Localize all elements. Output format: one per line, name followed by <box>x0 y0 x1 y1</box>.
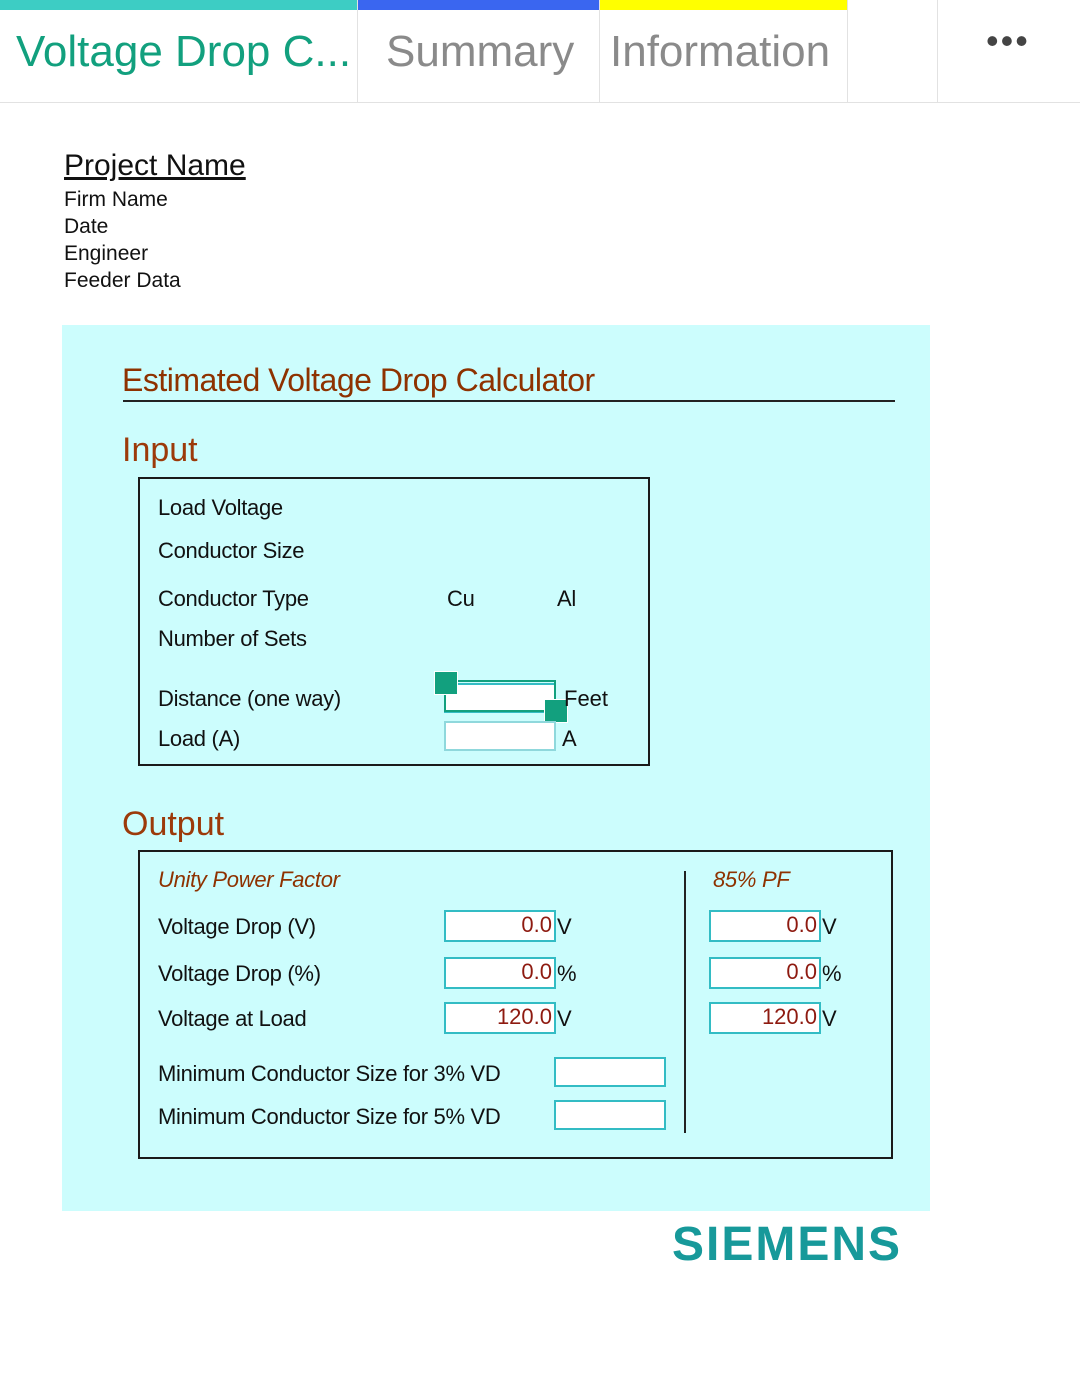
min-size-3-field <box>554 1057 666 1087</box>
tab-voltage-drop[interactable] <box>0 0 358 102</box>
pf85-v-load-unit: V <box>822 1006 837 1031</box>
voltage-drop-v-label: Voltage Drop (V) <box>158 914 316 939</box>
unity-voltage-drop-pct-field: 0.0 <box>444 957 556 989</box>
min-size-3-label: Minimum Conductor Size for 3% VD <box>158 1061 501 1086</box>
tab-accent <box>358 0 599 10</box>
unity-vd-v-unit: V <box>557 914 572 939</box>
load-voltage-label: Load Voltage <box>158 495 283 520</box>
unity-voltage-drop-v-field: 0.0 <box>444 910 556 942</box>
voltage-drop-pct-label: Voltage Drop (%) <box>158 961 321 986</box>
project-name: Project Name <box>64 149 246 182</box>
tab-label: Summary <box>386 27 575 76</box>
pf85-vd-pct-unit: % <box>822 961 842 986</box>
pf85-voltage-at-load-field: 120.0 <box>709 1002 821 1034</box>
distance-label: Distance (one way) <box>158 686 341 711</box>
cell-selection-box <box>444 680 556 712</box>
pf85-voltage-drop-pct-field: 0.0 <box>709 957 821 989</box>
input-heading: Input <box>122 431 198 469</box>
unity-voltage-at-load-field: 120.0 <box>444 1002 556 1034</box>
tab-accent <box>0 0 357 10</box>
unity-vd-pct-unit: % <box>557 961 577 986</box>
siemens-logo: SIEMENS <box>672 1218 903 1271</box>
tab-information[interactable] <box>600 0 848 102</box>
tab-accent <box>600 0 847 10</box>
pf85-voltage-drop-v-field: 0.0 <box>709 910 821 942</box>
min-size-5-label: Minimum Conductor Size for 5% VD <box>158 1104 501 1129</box>
conductor-type-label: Conductor Type <box>158 586 309 611</box>
load-unit: A <box>562 726 577 751</box>
min-size-5-field <box>554 1100 666 1130</box>
engineer-label: Engineer <box>64 242 149 265</box>
pf85-heading: 85% PF <box>713 867 790 892</box>
date-label: Date <box>64 215 109 238</box>
load-label: Load (A) <box>158 726 240 751</box>
tab-label: Information <box>610 27 831 76</box>
conductor-type-cu-option[interactable]: Cu <box>447 586 475 611</box>
column-divider <box>684 871 686 1133</box>
more-icon: ••• <box>986 20 1030 61</box>
load-input[interactable] <box>444 721 556 751</box>
unity-v-load-unit: V <box>557 1006 572 1031</box>
unity-pf-heading: Unity Power Factor <box>158 867 340 892</box>
conductor-size-label: Conductor Size <box>158 538 305 563</box>
conductor-type-al-option[interactable]: Al <box>557 586 576 611</box>
distance-unit: Feet <box>564 686 609 711</box>
selection-handle-start[interactable] <box>434 671 458 695</box>
feeder-data-label: Feeder Data <box>64 269 181 292</box>
pf85-vd-v-unit: V <box>822 914 837 939</box>
tab-bar <box>0 0 1080 103</box>
more-options-button[interactable] <box>938 0 1080 102</box>
tab-label: Voltage Drop C... <box>16 27 352 76</box>
number-of-sets-label: Number of Sets <box>158 626 307 651</box>
firm-name: Firm Name <box>64 188 168 211</box>
calculator-title: Estimated Voltage Drop Calculator <box>122 362 595 398</box>
tab-summary[interactable] <box>358 0 600 102</box>
output-heading: Output <box>122 805 225 843</box>
tab-empty <box>848 0 938 102</box>
title-divider <box>123 400 895 402</box>
voltage-at-load-label: Voltage at Load <box>158 1006 307 1031</box>
